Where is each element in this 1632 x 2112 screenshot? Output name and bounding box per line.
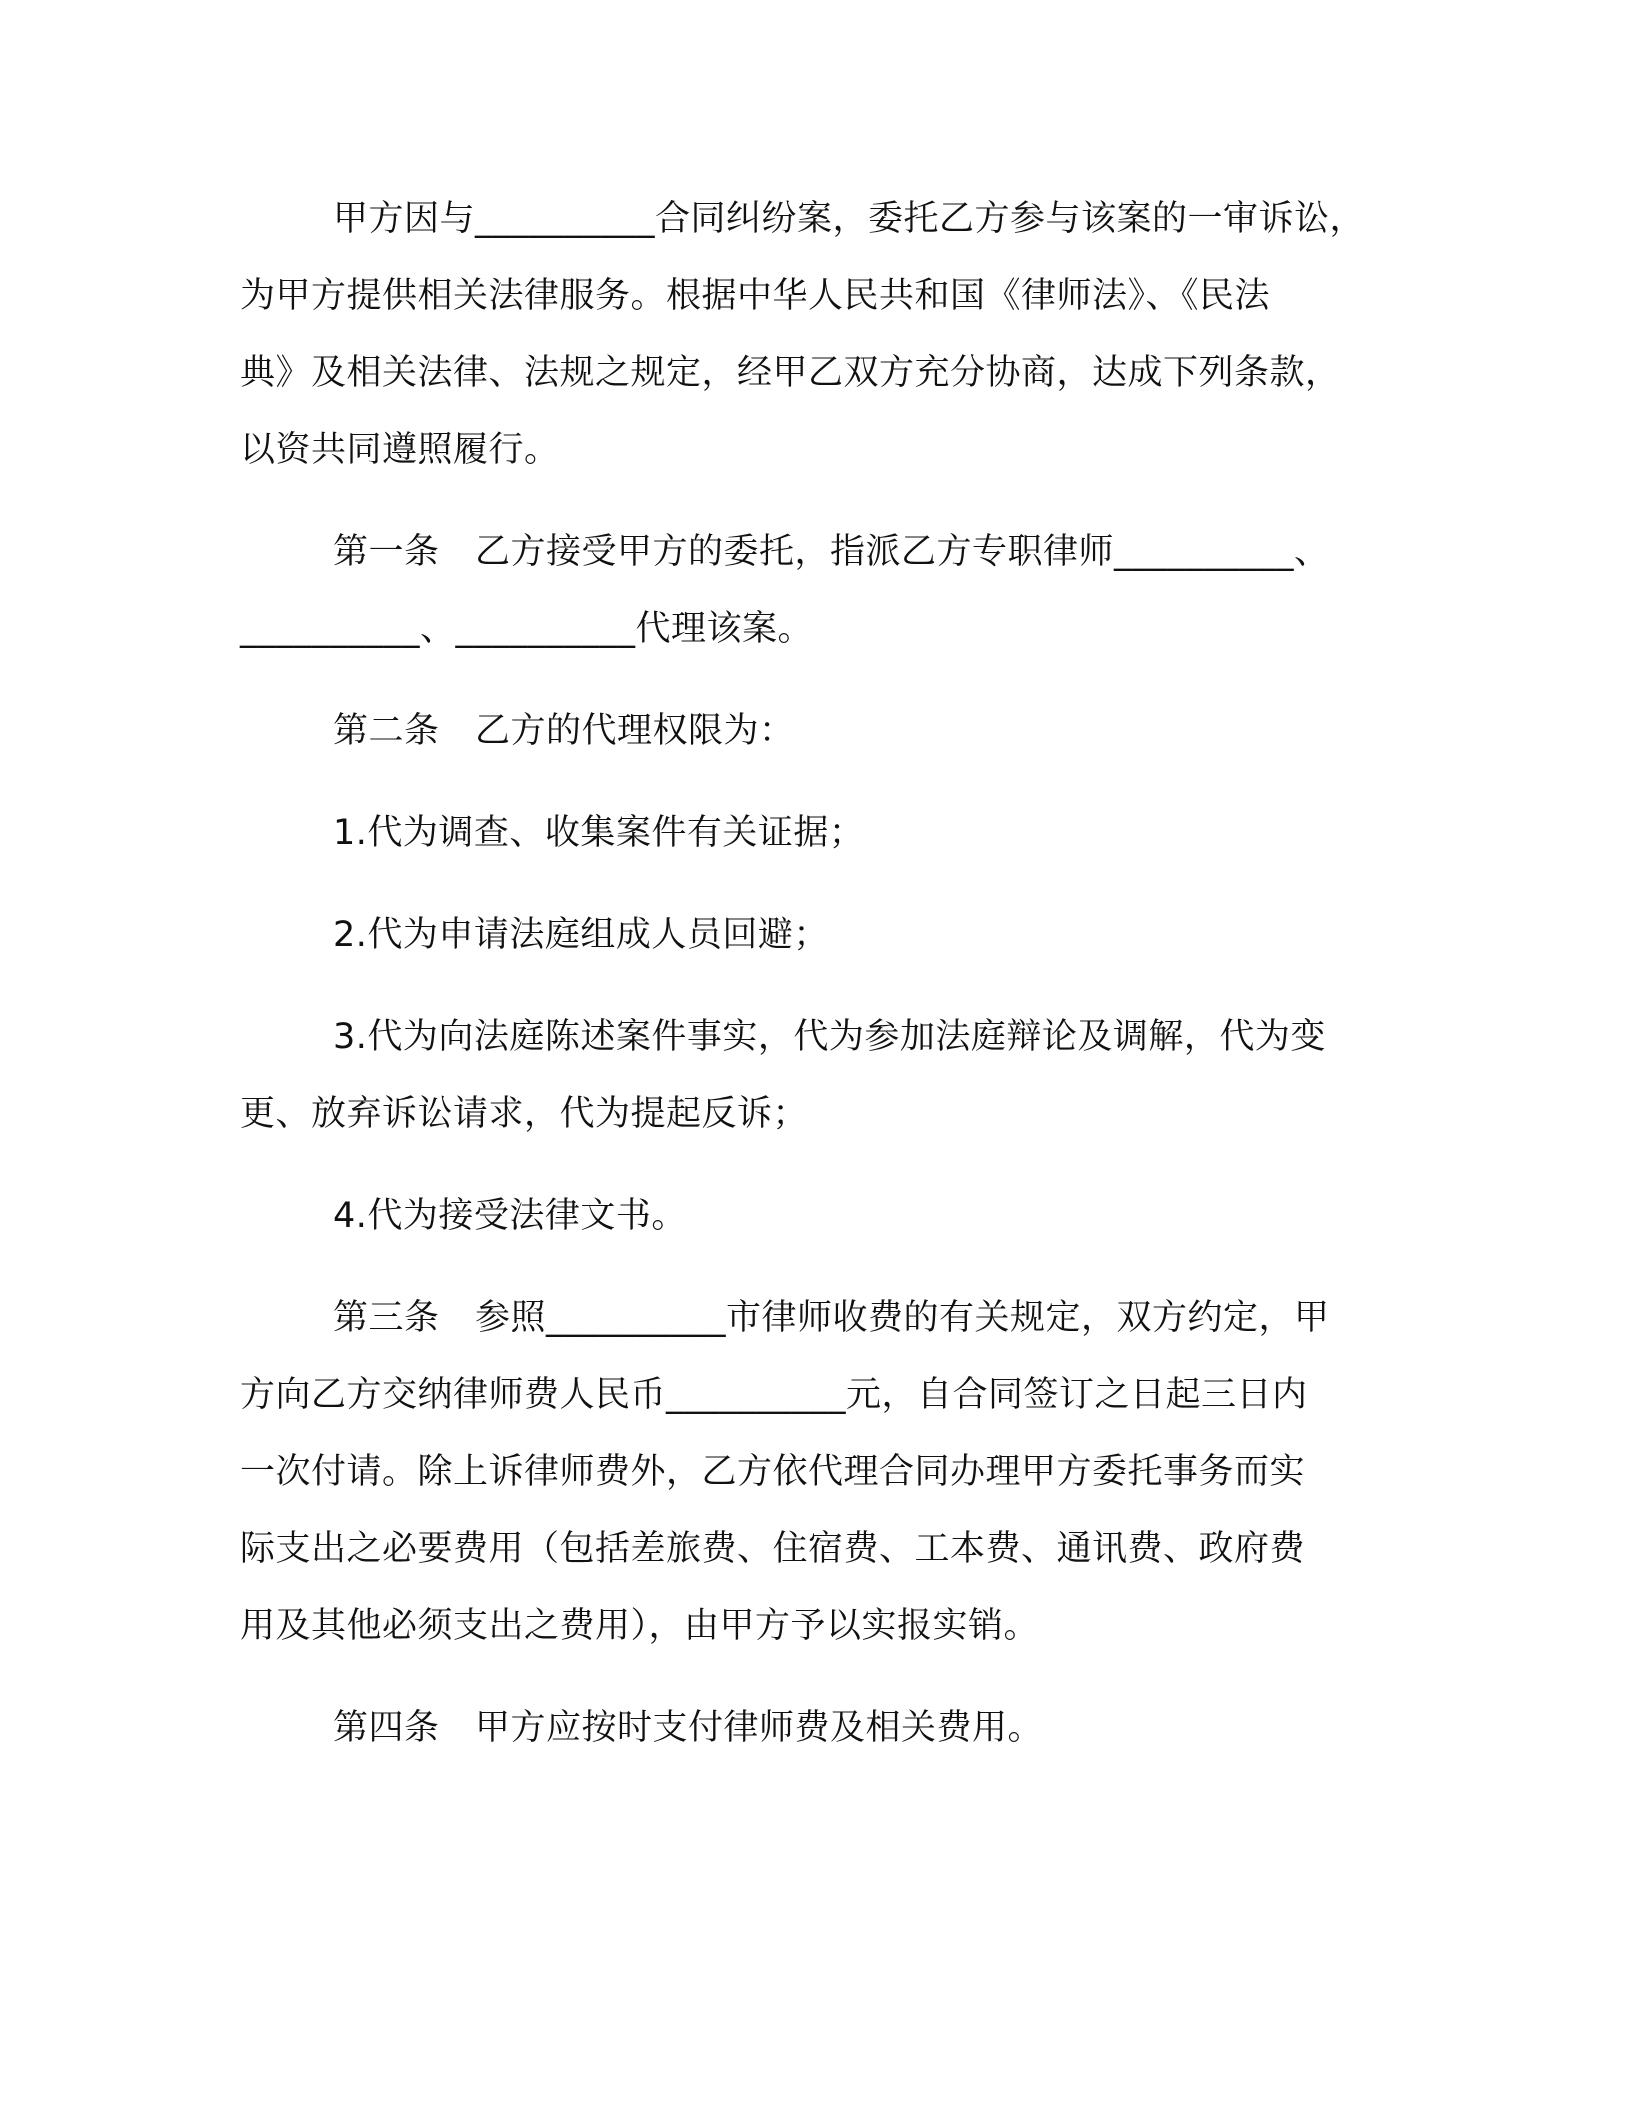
- preamble-line-2: 为甲方提供相关法律服务。根据中华人民共和国《律师法》、《民法: [240, 276, 1271, 316]
- preamble-line-4: 以资共同遵照履行。: [240, 430, 560, 470]
- article-2-item-3-line-1: 3.代为向法庭陈述案件事实，代为参加法庭辩论及调解，代为变: [333, 1017, 1326, 1057]
- article-3-line-2: 方向乙方交纳律师费人民币__________元，自合同签订之日起三日内: [240, 1375, 1308, 1415]
- article-2-item-2: 2.代为申请法庭组成人员回避；: [333, 915, 829, 955]
- preamble-line-3: 典》及相关法律、法规之规定，经甲乙双方充分协商，达成下列条款，: [240, 353, 1341, 393]
- article-3-line-4: 际支出之必要费用（包括差旅费、住宿费、工本费、通讯费、政府费: [240, 1529, 1306, 1569]
- article-3-line-5: 用及其他必须支出之费用），由甲方予以实报实销。: [240, 1606, 1040, 1646]
- article-1-line-1: 第一条 乙方接受甲方的委托，指派乙方专职律师__________、: [333, 532, 1330, 572]
- article-3-line-1: 第三条 参照__________市律师收费的有关规定，双方约定，甲: [333, 1298, 1330, 1338]
- preamble-line-1: 甲方因与__________合同纠纷案，委托乙方参与该案的一审诉讼，: [333, 199, 1366, 239]
- article-1-line-2: __________、__________代理该案。: [240, 609, 814, 649]
- article-2-item-4: 4.代为接受法律文书。: [333, 1196, 687, 1236]
- article-2-heading: 第二条 乙方的代理权限为：: [333, 711, 795, 751]
- article-2-item-3-line-2: 更、放弃诉讼请求，代为提起反诉；: [240, 1094, 809, 1134]
- article-3-line-3: 一次付请。除上诉律师费外，乙方依代理合同办理甲方委托事务而实: [240, 1452, 1306, 1492]
- article-4-line: 第四条 甲方应按时支付律师费及相关费用。: [333, 1708, 1044, 1748]
- article-2-item-1: 1.代为调查、收集案件有关证据；: [333, 813, 865, 853]
